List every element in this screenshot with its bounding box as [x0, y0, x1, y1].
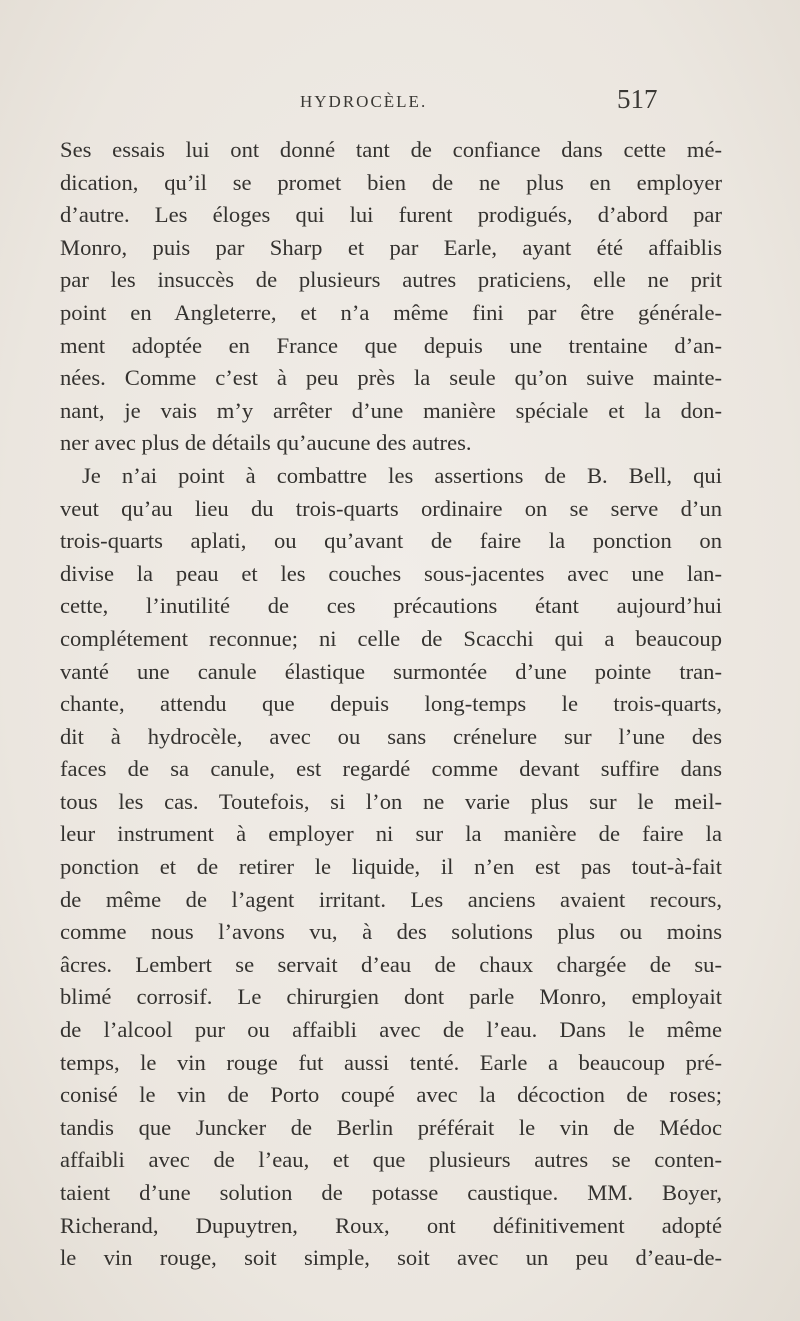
text-line: tous les cas. Toutefois, si l’on ne varie plus sur le meil-	[60, 788, 722, 814]
text-line: veut qu’au lieu du trois-quarts ordinaire on se serve d’un	[60, 495, 722, 521]
text-line: de même de l’agent irritant. Les anciens avaient recours,	[60, 886, 722, 912]
text-line: taient d’une solution de potasse caustique. MM. Boyer,	[60, 1180, 722, 1205]
page-header	[0, 84, 800, 128]
text-line: Ses essais lui ont donné tant de confiance dans cette mé-	[60, 137, 722, 162]
text-line: tandis que Juncker de Berlin préférait le vin de Médoc	[60, 1114, 722, 1140]
text-line: le vin rouge, soit simple, soit avec un peu d’eau-de-	[60, 1245, 722, 1271]
text-line: Je n’ai point à combattre les assertions de B. Bell, qui	[82, 462, 722, 488]
text-line: dit à hydrocèle, avec ou sans crénelure sur l’une des	[60, 723, 722, 749]
text-line: cette, l’inutilité de ces précautions étant aujourd’hui	[60, 593, 722, 619]
text-line: vanté une canule élastique surmontée d’une pointe tran-	[60, 658, 722, 684]
text-line: chante, attendu que depuis long-temps le trois-quarts,	[60, 691, 722, 717]
text-line: ponction et de retirer le liquide, il n’en est pas tout-à-fait	[60, 854, 722, 880]
text-line: divise la peau et les couches sous-jacentes avec une lan-	[60, 560, 722, 586]
text-line: Richerand, Dupuytren, Roux, ont définitivement adopté	[60, 1212, 722, 1238]
page-number: 517	[617, 84, 658, 114]
body-text	[60, 134, 722, 1275]
text-line: par les insuccès de plusieurs autres praticiens, elle ne prit	[60, 267, 722, 293]
text-line: Monro, puis par Sharp et par Earle, ayant été affaiblis	[60, 234, 722, 260]
running-head: HYDROCÈLE.	[300, 92, 428, 111]
text-line: faces de sa canule, est regardé comme devant suffire dans	[60, 756, 722, 782]
text-line: trois-quarts aplati, ou qu’avant de faire la ponction on	[60, 528, 722, 554]
text-line: d’autre. Les éloges qui lui furent prodigués, d’abord par	[60, 202, 722, 228]
text-line: de l’alcool pur ou affaibli avec de l’eau. Dans le même	[60, 1017, 722, 1043]
text-line: nées. Comme c’est à peu près la seule qu’on suive mainte-	[60, 365, 722, 391]
text-line: dication, qu’il se promet bien de ne plus en employer	[60, 169, 722, 195]
text-line: temps, le vin rouge fut aussi tenté. Earle a beaucoup pré-	[60, 1049, 722, 1075]
text-line: ner avec plus de détails qu’aucune des autres.	[60, 430, 472, 456]
text-line: âcres. Lembert se servait d’eau de chaux chargée de su-	[60, 951, 722, 977]
text-line: comme nous l’avons vu, à des solutions plus ou moins	[60, 919, 722, 945]
text-line: point en Angleterre, et n’a même fini par être générale-	[60, 299, 722, 325]
text-line: nant, je vais m’y arrêter d’une manière spéciale et la don-	[60, 397, 722, 423]
text-line: ment adoptée en France que depuis une trentaine d’an-	[60, 332, 722, 358]
text-line: blimé corrosif. Le chirurgien dont parle Monro, employait	[60, 984, 722, 1010]
text-line: leur instrument à employer ni sur la manière de faire la	[60, 821, 722, 847]
text-line: complétement reconnue; ni celle de Scacchi qui a beaucoup	[60, 625, 722, 651]
text-line: affaibli avec de l’eau, et que plusieurs autres se conten-	[60, 1147, 722, 1173]
text-line: conisé le vin de Porto coupé avec la décoction de roses;	[60, 1082, 722, 1108]
